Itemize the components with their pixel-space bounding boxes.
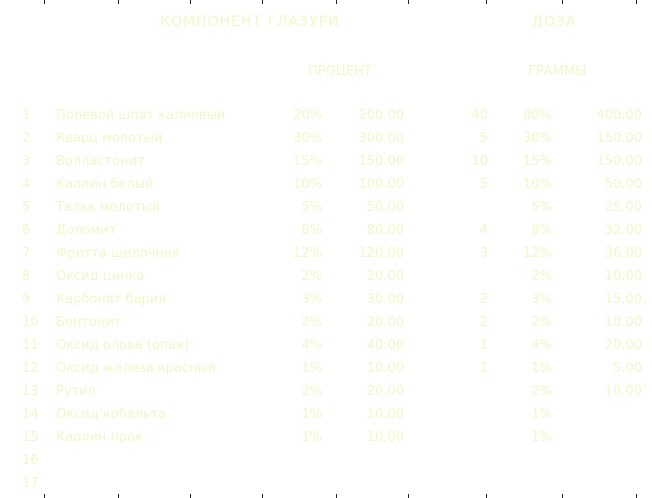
tick-mark [408, 0, 409, 4]
component-name: Кварц молотый [56, 131, 163, 146]
percent-cell: 30% [293, 131, 322, 146]
dose-title: ДОЗА [532, 14, 577, 30]
component-name: Каолин прок. [56, 430, 148, 445]
table-row[interactable] [0, 428, 652, 451]
grams-cell: 32.00 [604, 223, 642, 238]
grams-cell: 25.00 [604, 200, 642, 215]
dose-percent-cell: 1% [531, 430, 552, 445]
percent-cell: 1% [301, 430, 322, 445]
component-name: Оксид железа красный [56, 361, 217, 376]
count-cell: 3 [479, 246, 488, 261]
amount-cell: 120.00 [358, 246, 404, 261]
tick-mark [190, 0, 191, 4]
percent-cell: 8% [301, 223, 322, 238]
dose-percent-cell: 10% [523, 177, 552, 192]
row-number: 10 [22, 315, 39, 330]
count-cell: 4 [479, 223, 488, 238]
table-row[interactable] [0, 451, 652, 474]
count-cell: 5 [479, 131, 488, 146]
count-cell: 2 [479, 292, 488, 307]
percent-cell: 2% [301, 269, 322, 284]
component-name: Доломит [56, 223, 117, 238]
tick-mark [486, 0, 487, 4]
row-number: 13 [22, 384, 39, 399]
grams-cell: 10.00 [604, 315, 642, 330]
table-row[interactable] [0, 474, 652, 497]
grams-cell: 15.00 [604, 292, 642, 307]
table-row[interactable] [0, 221, 652, 244]
table-row[interactable] [0, 175, 652, 198]
table-row[interactable] [0, 359, 652, 382]
table-row[interactable] [0, 313, 652, 336]
count-cell: 2 [479, 315, 488, 330]
dose-percent-cell: 80% [523, 108, 552, 123]
tick-mark [636, 0, 637, 4]
count-cell: 40 [471, 108, 488, 123]
table-row[interactable] [0, 129, 652, 152]
tick-mark [262, 0, 263, 4]
component-name: Каолин белый [56, 177, 154, 192]
component-name: Бентонит [56, 315, 122, 330]
percent-cell: 2% [301, 315, 322, 330]
amount-cell: 20.00 [366, 269, 404, 284]
column-group-title: КОМПОНЕНТ ГЛАЗУРИ [160, 14, 340, 30]
amount-cell: 30.00 [366, 292, 404, 307]
row-number: 12 [22, 361, 39, 376]
table-row[interactable] [0, 336, 652, 359]
amount-cell: 40.00 [366, 338, 404, 353]
component-name: Оксид цинка [56, 269, 145, 284]
dose-percent-cell: 4% [531, 338, 552, 353]
row-number: 16 [22, 453, 39, 468]
row-number: 3 [22, 154, 31, 169]
table-row[interactable] [0, 405, 652, 428]
component-name: Тальк молотый [56, 200, 161, 215]
grams-subtitle: ГРАММЫ [528, 64, 587, 79]
component-name: Рутил [56, 384, 96, 399]
amount-cell: 10.00 [366, 407, 404, 422]
tick-mark [336, 0, 337, 4]
row-number: 11 [22, 338, 39, 353]
component-name: Волластонит [56, 154, 145, 169]
dose-percent-cell: 2% [531, 384, 552, 399]
table-row[interactable] [0, 152, 652, 175]
table-row[interactable] [0, 267, 652, 290]
component-name: Карбонат бария [56, 292, 167, 307]
dose-percent-cell: 5% [531, 200, 552, 215]
component-name: Оксид олова (опак) [56, 338, 190, 353]
component-name: Оксид кобальта [56, 407, 167, 422]
table-row[interactable] [0, 198, 652, 221]
grams-cell: 10.00 [604, 384, 642, 399]
amount-cell: 80.00 [366, 223, 404, 238]
tick-mark [118, 0, 119, 4]
table-row[interactable] [0, 244, 652, 267]
dose-percent-cell: 30% [523, 131, 552, 146]
amount-cell: 50.00 [366, 200, 404, 215]
amount-cell: 300.00 [358, 131, 404, 146]
percent-cell: 12% [293, 246, 322, 261]
dose-percent-cell: 8% [531, 223, 552, 238]
percent-cell: 2% [301, 384, 322, 399]
dose-percent-cell: 1% [531, 407, 552, 422]
row-number: 17 [22, 476, 39, 491]
count-cell: 1 [479, 338, 488, 353]
row-number: 6 [22, 223, 31, 238]
percent-cell: 20% [293, 108, 322, 123]
grams-cell: 150.00 [596, 131, 642, 146]
count-cell: 10 [471, 154, 488, 169]
grams-cell: 20.00 [604, 338, 642, 353]
amount-cell: 200.00 [358, 108, 404, 123]
percent-cell: 3% [301, 292, 322, 307]
tick-mark [562, 0, 563, 4]
tick-mark [44, 0, 45, 4]
grams-cell: 36.00 [604, 246, 642, 261]
row-number: 1 [22, 108, 31, 123]
percent-subtitle: ПРОЦЕНТ [308, 64, 372, 79]
table-row[interactable] [0, 290, 652, 313]
row-number: 2 [22, 131, 31, 146]
component-name: Полевой шпат калиевый [56, 108, 226, 123]
count-cell: 5 [479, 177, 488, 192]
grams-cell: 50.00 [604, 177, 642, 192]
amount-cell: 100.00 [358, 177, 404, 192]
table-row[interactable] [0, 106, 652, 129]
amount-cell: 10.00 [366, 361, 404, 376]
percent-cell: 10% [293, 177, 322, 192]
row-number: 5 [22, 200, 31, 215]
amount-cell: 20.00 [366, 384, 404, 399]
grams-cell: 150.00 [596, 154, 642, 169]
table-row[interactable] [0, 382, 652, 405]
grams-cell: 5.00 [613, 361, 642, 376]
recipe-table [0, 106, 652, 497]
count-cell: 1 [479, 361, 488, 376]
row-number: 8 [22, 269, 31, 284]
component-name: Фритта щелочная [56, 246, 180, 261]
dose-percent-cell: 2% [531, 315, 552, 330]
row-number: 7 [22, 246, 31, 261]
dose-percent-cell: 2% [531, 269, 552, 284]
dose-percent-cell: 12% [523, 246, 552, 261]
percent-cell: 15% [293, 154, 322, 169]
dose-percent-cell: 3% [531, 292, 552, 307]
grams-cell: 400.00 [596, 108, 642, 123]
row-number: 4 [22, 177, 31, 192]
grams-cell: 10.00 [604, 269, 642, 284]
row-number: 9 [22, 292, 31, 307]
dose-percent-cell: 15% [523, 154, 552, 169]
amount-cell: 20.00 [366, 315, 404, 330]
dose-percent-cell: 1% [531, 361, 552, 376]
row-number: 14 [22, 407, 39, 422]
percent-cell: 1% [301, 361, 322, 376]
row-number: 15 [22, 430, 39, 445]
percent-cell: 4% [301, 338, 322, 353]
percent-cell: 1% [301, 407, 322, 422]
percent-cell: 5% [301, 200, 322, 215]
amount-cell: 10.00 [366, 430, 404, 445]
amount-cell: 150.00 [358, 154, 404, 169]
